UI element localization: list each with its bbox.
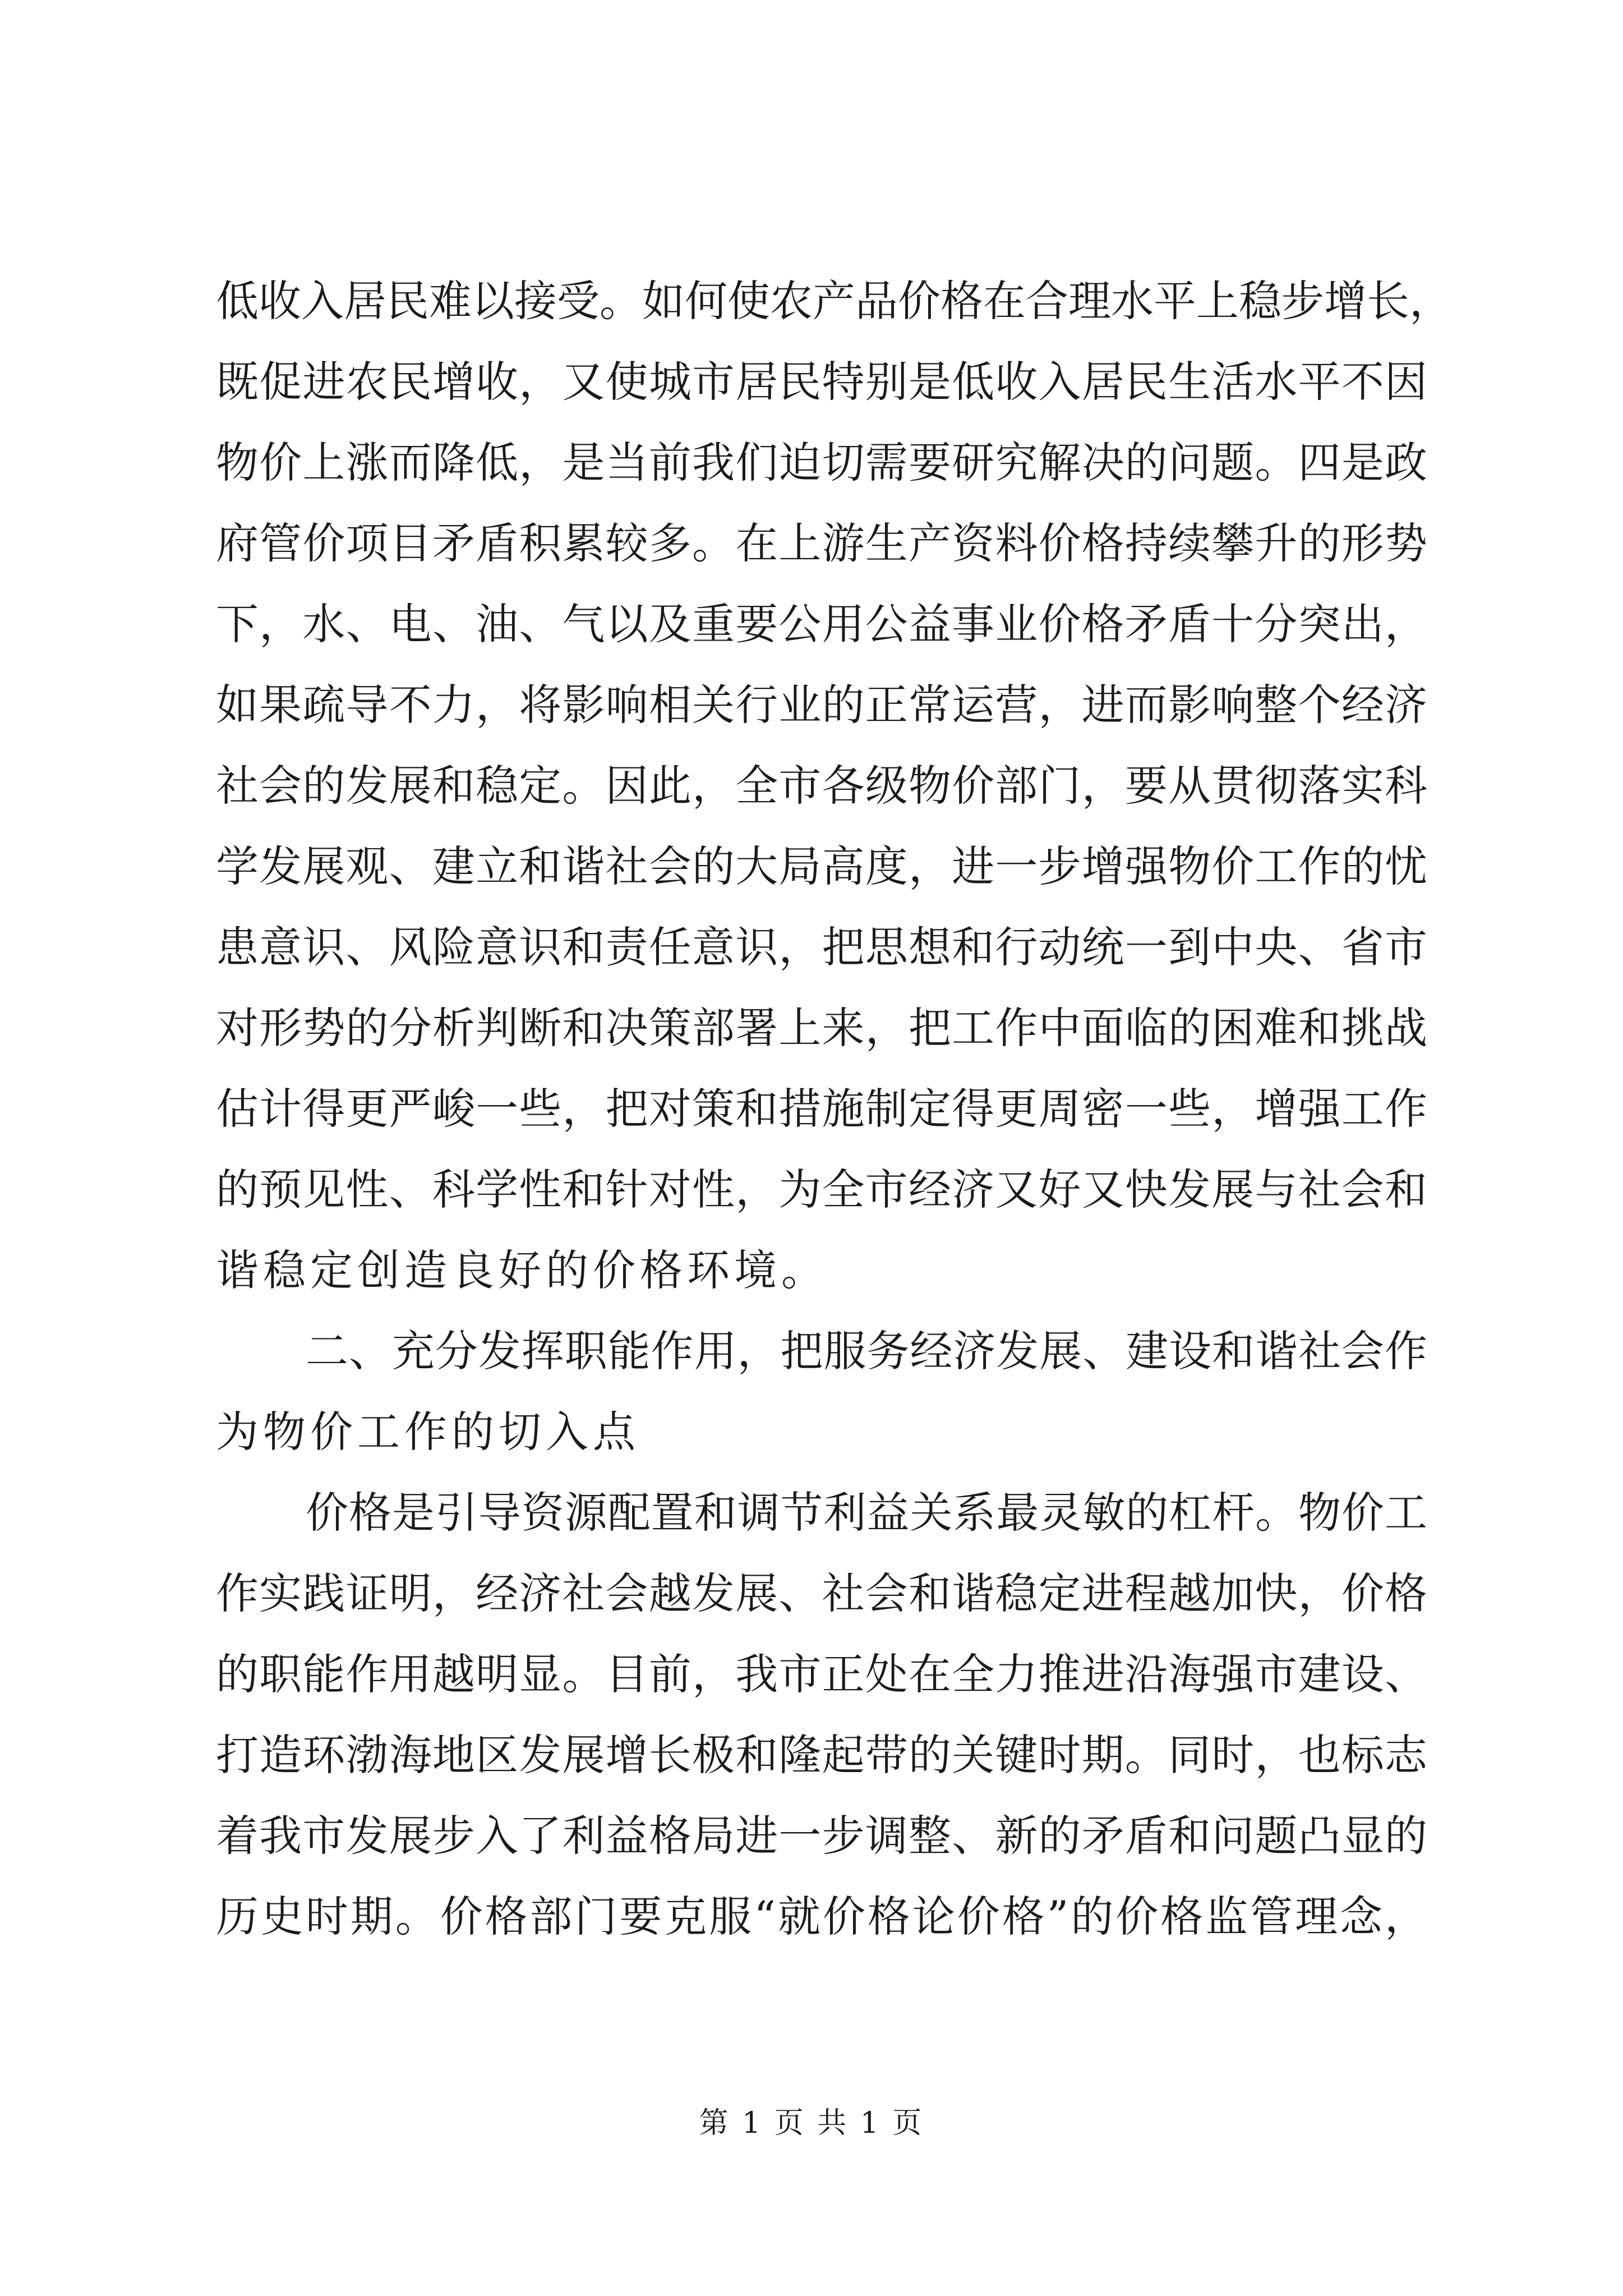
text-line: 低收入居民难以接受。如何使农产品价格在合理水平上稳步增长， [216,276,1452,326]
text-line: 估计得更严峻一些，把对策和措施制定得更周密一些，增强工作 [216,1084,1427,1134]
section-heading-line: 二、充分发挥职能作用，把服务经济发展、建设和谐社会作 [306,1326,1427,1376]
text-line: 打造环渤海地区发展增长极和隆起带的关键时期。同时，也标志 [216,1730,1427,1780]
text-line: 历史时期。价格部门要克服“就价格论价格”的价格监管理念， [216,1892,1427,1941]
text-line: 着我市发展步入了利益格局进一步调整、新的矛盾和问题凸显的 [216,1811,1427,1861]
document-body [216,261,1452,1957]
text-line: 谐稳定创造良好的价格环境。 [216,1245,828,1295]
text-line: 的预见性、科学性和针对性，为全市经济又好又快发展与社会和 [216,1165,1427,1214]
text-line: 下，水、电、油、气以及重要公用公益事业价格矛盾十分突出， [216,599,1427,649]
text-line: 学发展观、建立和谐社会的大局高度，进一步增强物价工作的忧 [216,841,1427,891]
section-heading-line: 为物价工作的切入点 [216,1407,640,1457]
page-number-footer: 第 1 页 共 1 页 [699,2106,924,2140]
text-line: 物价上涨而降低，是当前我们迫切需要研究解决的问题。四是政 [216,438,1427,487]
text-line: 对形势的分析判断和决策部署上来，把工作中面临的困难和挑战 [216,1003,1427,1053]
text-line: 的职能作用越明显。目前，我市正处在全力推进沿海强市建设、 [216,1649,1427,1699]
text-line: 作实践证明，经济社会越发展、社会和谐稳定进程越加快，价格 [216,1568,1427,1618]
text-line: 如果疏导不力，将影响相关行业的正常运营，进而影响整个经济 [216,680,1427,730]
text-line: 社会的发展和稳定。因此，全市各级物价部门，要从贯彻落实科 [216,761,1427,811]
text-line: 既促进农民增收，又使城市居民特别是低收入居民生活水平不因 [216,357,1427,407]
text-line: 患意识、风险意识和责任意识，把思想和行动统一到中央、省市 [216,922,1427,972]
text-line: 府管价项目矛盾积累较多。在上游生产资料价格持续攀升的形势 [216,518,1427,568]
text-line: 价格是引导资源配置和调节利益关系最灵敏的杠杆。物价工 [306,1488,1427,1538]
